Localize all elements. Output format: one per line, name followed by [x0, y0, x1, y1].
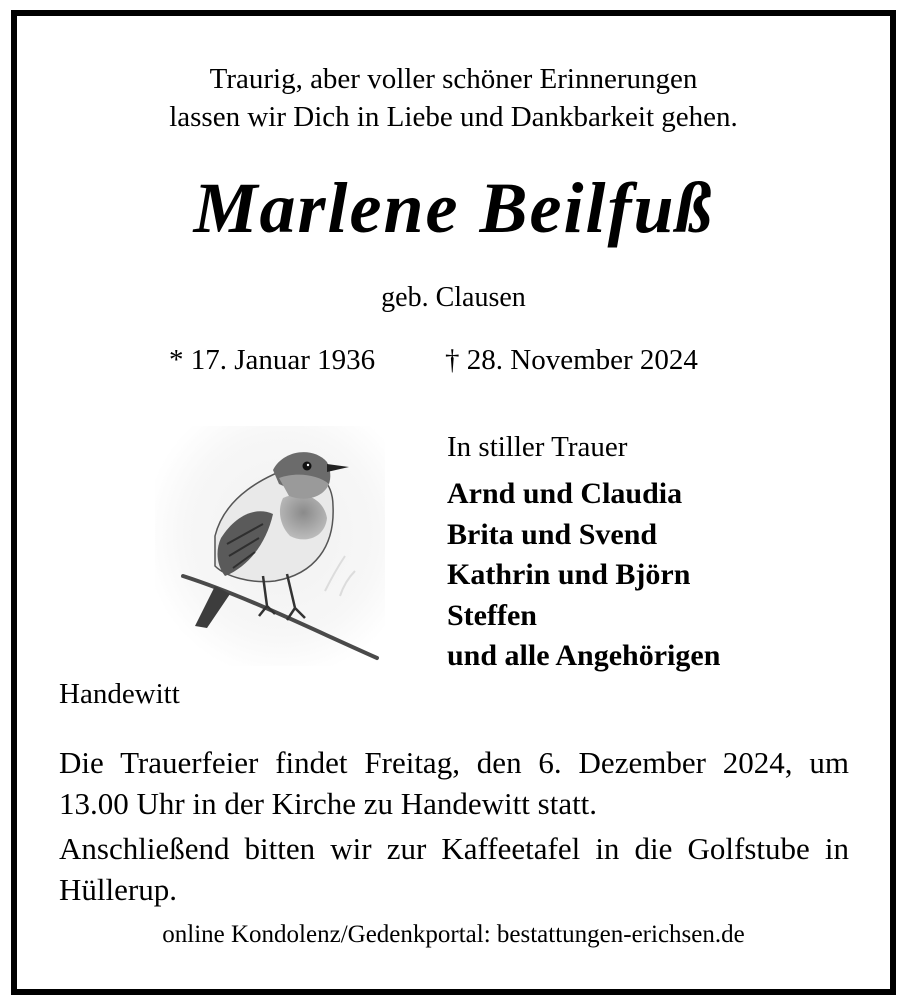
obituary-notice [11, 10, 896, 995]
mourners-heading: In stiller Trauer [447, 431, 628, 463]
mourner-name: Steffen [447, 598, 537, 632]
mourners-list [447, 474, 720, 677]
intro-verse [17, 60, 890, 136]
condolence-portal-footer: online Kondolenz/Gedenkportal: bestattungen-erichsen.de [162, 921, 745, 948]
maiden-name: geb. Clausen [381, 282, 526, 313]
mourner-name: und alle Angehörigen [447, 639, 721, 672]
intro-line-2: lassen wir Dich in Liebe und Dankbarkeit gehen. [169, 101, 738, 133]
deceased-name: Marlene Beilfuß [193, 168, 714, 248]
intro-line-1: Traurig, aber voller schöner Erinnerungen [209, 63, 698, 95]
mourner-name: Arnd und Claudia [447, 477, 683, 510]
place-name: Handewitt [59, 678, 180, 710]
birth-date: * 17. Januar 1936 [169, 344, 376, 376]
reception-details: Anschließend bitten wir zur Kaffeetafel in die Golfstube in Hüllerup. [59, 831, 849, 907]
death-date: † 28. November 2024 [445, 344, 698, 376]
mourner-name: Kathrin und Björn [447, 558, 691, 591]
mourner-name: Brita und Svend [447, 517, 658, 551]
funeral-details: Die Trauerfeier findet Freitag, den 6. Dezember 2024, um 13.00 Uhr in der Kirche zu Handewitt statt. [59, 745, 849, 821]
robin-bird-illustration [155, 426, 385, 666]
